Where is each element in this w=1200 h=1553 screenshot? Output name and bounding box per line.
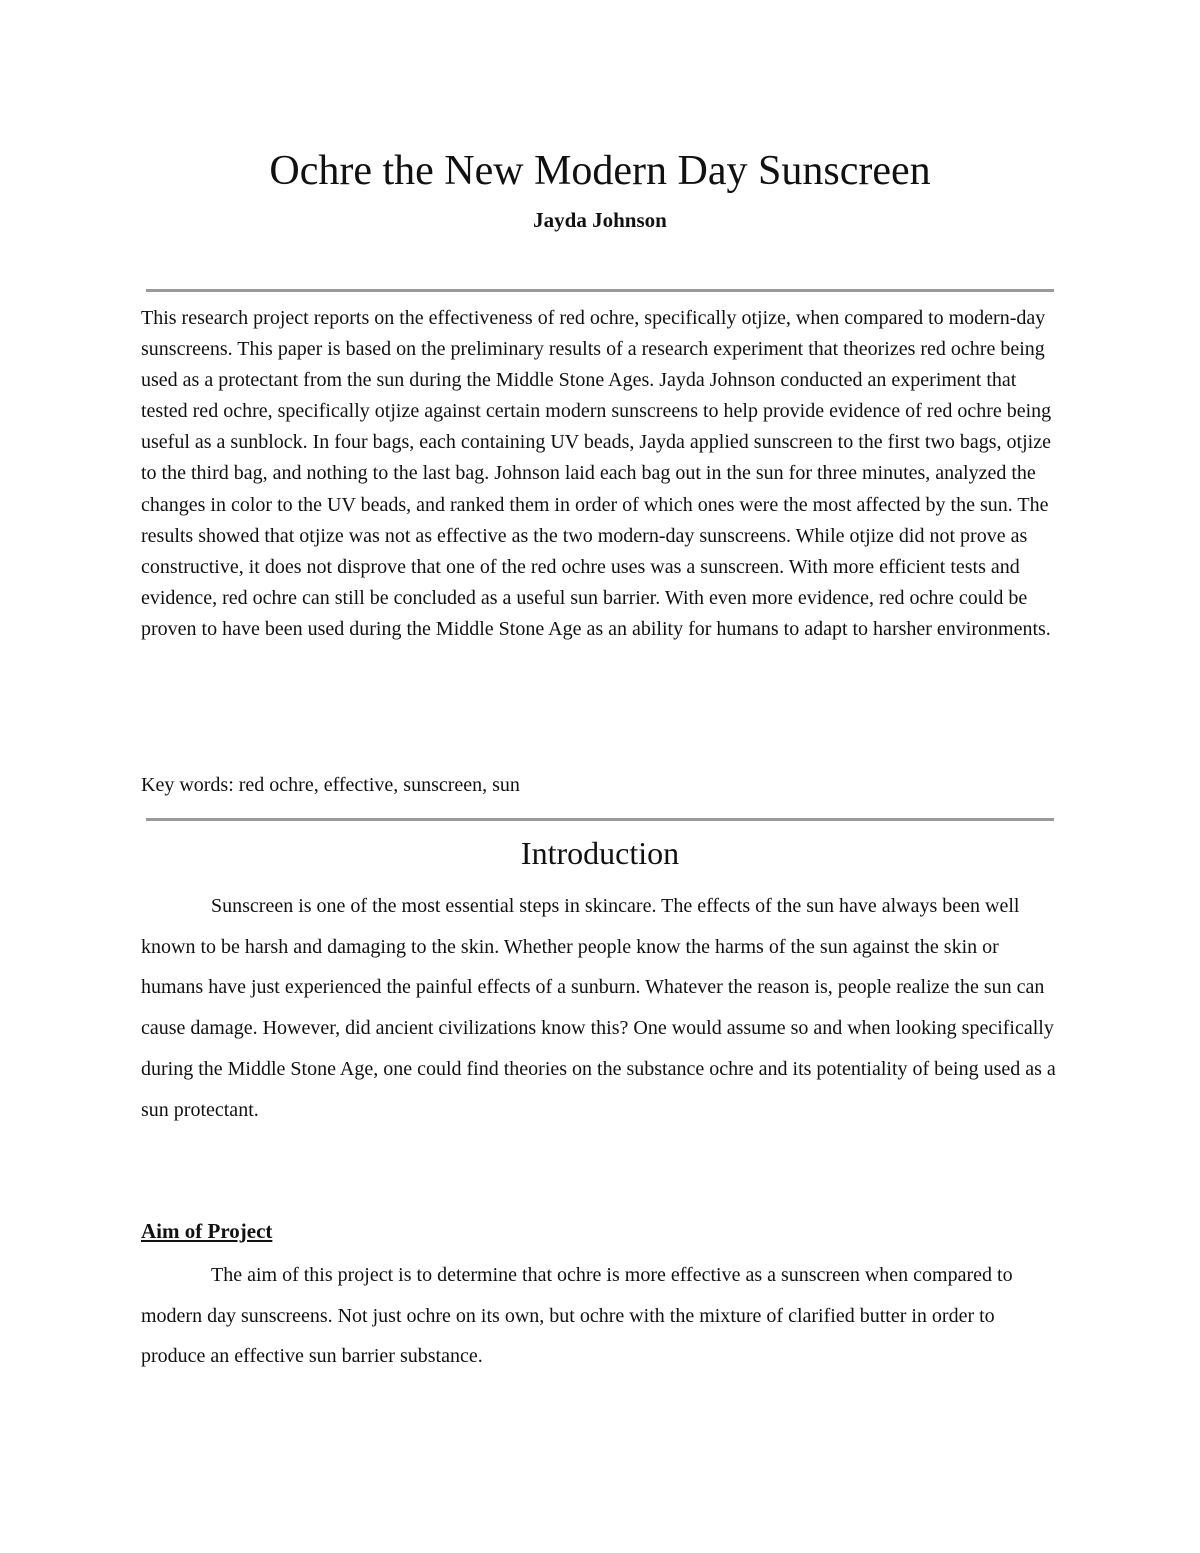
introduction-heading: Introduction: [520, 835, 680, 871]
aim-paragraph: The aim of this project is to determine that ochre is more effective as a sunscreen when compared to modern day sunscreens. Not just ochre on its own, but ochre with the mixture of clarified butter in order to produce an effective sun barrier substance.: [141, 1264, 1013, 1368]
abstract-top-divider: [146, 289, 1054, 292]
abstract-paragraph: This research project reports on the effectiveness of red ochre, specifically otjize, when compared to modern-day sunscreens. This paper is based on the preliminary results of a research experiment that theorizes red ochre being used as a protectant from the sun during the Middle Stone Ages. Jayda Johnson conducted an experiment that tested red ochre, specifically otjize against certain modern sunscreens to help provide evidence of red ochre being useful as a sunblock. In four bags, each containing UV beads, Jayda applied sunscreen to the first two bags, otjize to the third bag, and nothing to the last bag. Johnson laid each bag out in the sun for three minutes, analyzed the changes in color to the UV beads, and ranked them in order of which ones were the most affected by the sun. The results showed that otjize was not as effective as the two modern-day sunscreens. While otjize did not prove as constructive, it does not disprove that one of the red ochre uses was a sunscreen. With more efficient tests and evidence, red ochre can still be concluded as a useful sun barrier. With even more evidence, red ochre could be proven to have been used during the Middle Stone Age as an ability for humans to adapt to harsher environments.: [141, 307, 1052, 640]
aim-heading: Aim of Project: [141, 1219, 273, 1243]
keywords-line: Key words: red ochre, effective, sunscreen, sun: [141, 774, 520, 796]
paper-title: Ochre the New Modern Day Sunscreen: [269, 148, 931, 194]
abstract-bottom-divider: [146, 818, 1054, 821]
author-name: Jayda Johnson: [533, 208, 667, 232]
introduction-paragraph: Sunscreen is one of the most essential steps in skincare. The effects of the sun have always been well known to be harsh and damaging to the skin. Whether people know the harms of the sun against the skin or humans have just experienced the painful effects of a sunburn. Whatever the reason is, people realize the sun can cause damage. However, did ancient civilizations know this? One would assume so and when looking specifically during the Middle Stone Age, one could find theories on the substance ochre and its potentiality of being used as a sun protectant.: [141, 895, 1056, 1121]
